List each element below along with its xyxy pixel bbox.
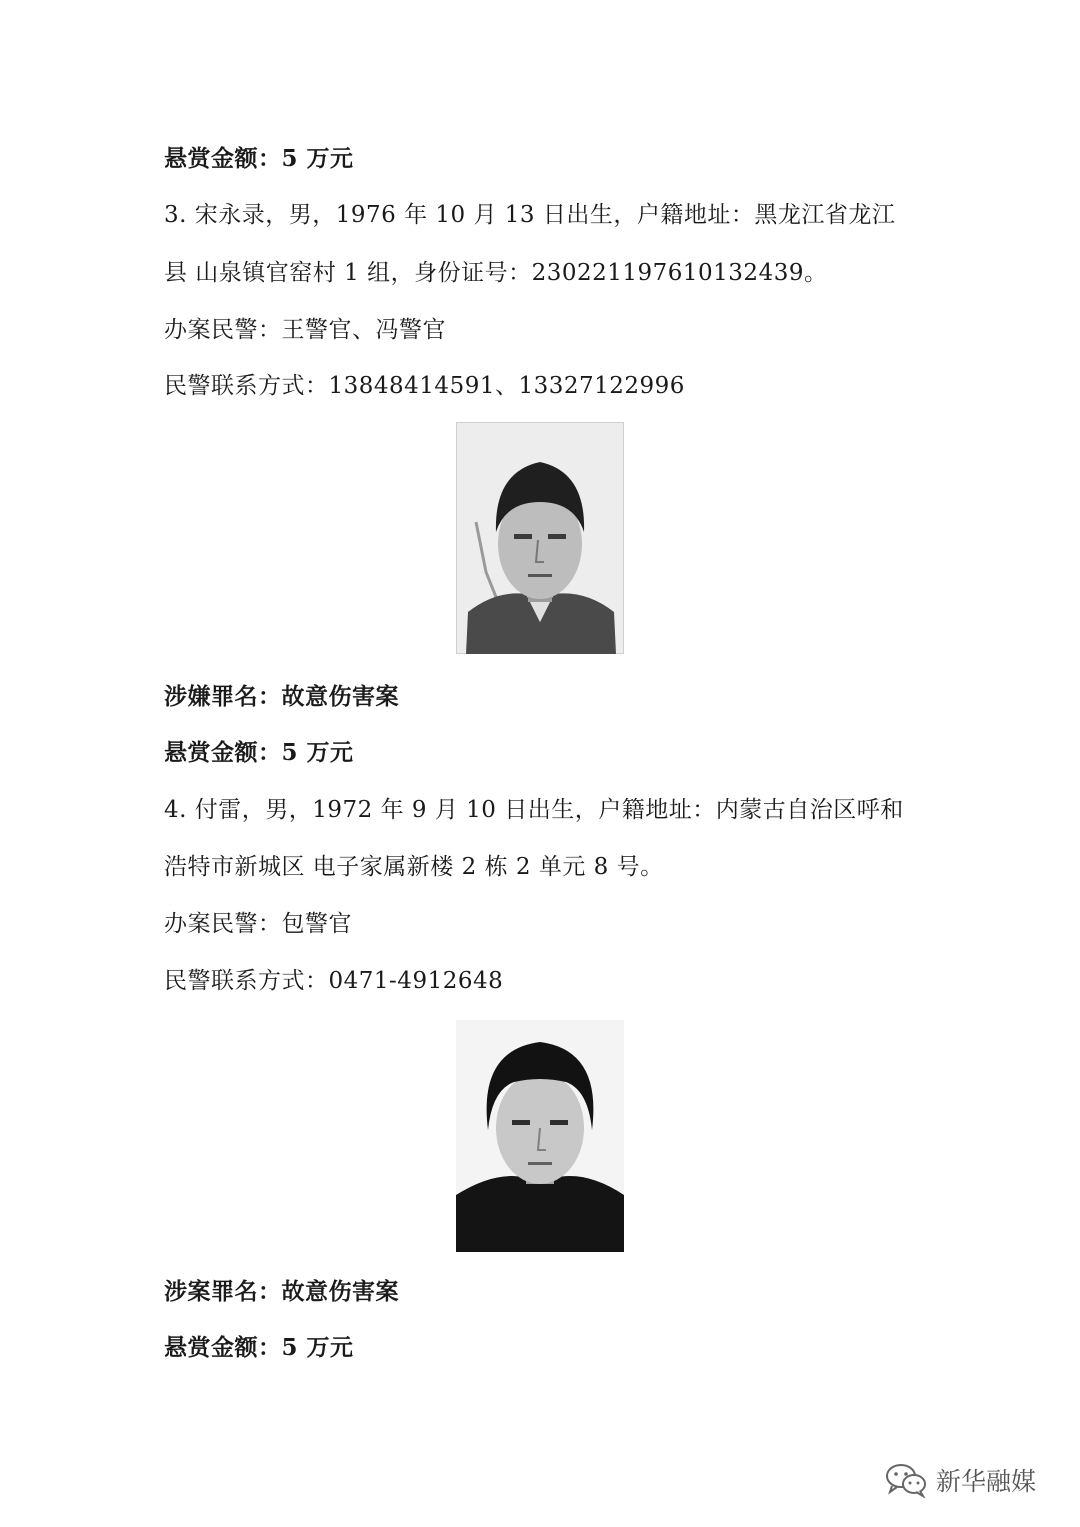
person4-reward: 悬赏金额：5 万元 [164, 1334, 354, 1361]
person3-intro-line1: 3. 宋永录，男，1976 年 10 月 13 日出生，户籍地址：黑龙江省龙江 [164, 202, 896, 228]
person3-contact: 民警联系方式：13848414591、13327122996 [164, 373, 685, 399]
reward-amount-prev: 悬赏金额：5 万元 [164, 145, 354, 172]
person3-photo [456, 422, 624, 654]
person4-intro-line2: 浩特市新城区 电子家属新楼 2 栋 2 单元 8 号。 [164, 854, 664, 880]
person3-intro-line2: 县 山泉镇官窑村 1 组，身份证号：230221197610132439。 [164, 260, 828, 286]
person3-officers: 办案民警：王警官、冯警官 [164, 317, 446, 343]
person4-intro-line1: 4. 付雷，男，1972 年 9 月 10 日出生，户籍地址：内蒙古自治区呼和 [164, 797, 904, 823]
person3-reward: 悬赏金额：5 万元 [164, 739, 354, 766]
wechat-icon [884, 1462, 928, 1498]
person4-officers: 办案民警：包警官 [164, 911, 352, 937]
watermark [884, 1460, 1036, 1500]
person4-photo [456, 1020, 624, 1252]
person3-crime: 涉嫌罪名：故意伤害案 [164, 683, 399, 710]
watermark-text: 新华融媒 [936, 1467, 1037, 1496]
person4-crime: 涉案罪名：故意伤害案 [164, 1278, 399, 1305]
person4-contact: 民警联系方式：0471-4912648 [164, 968, 504, 994]
